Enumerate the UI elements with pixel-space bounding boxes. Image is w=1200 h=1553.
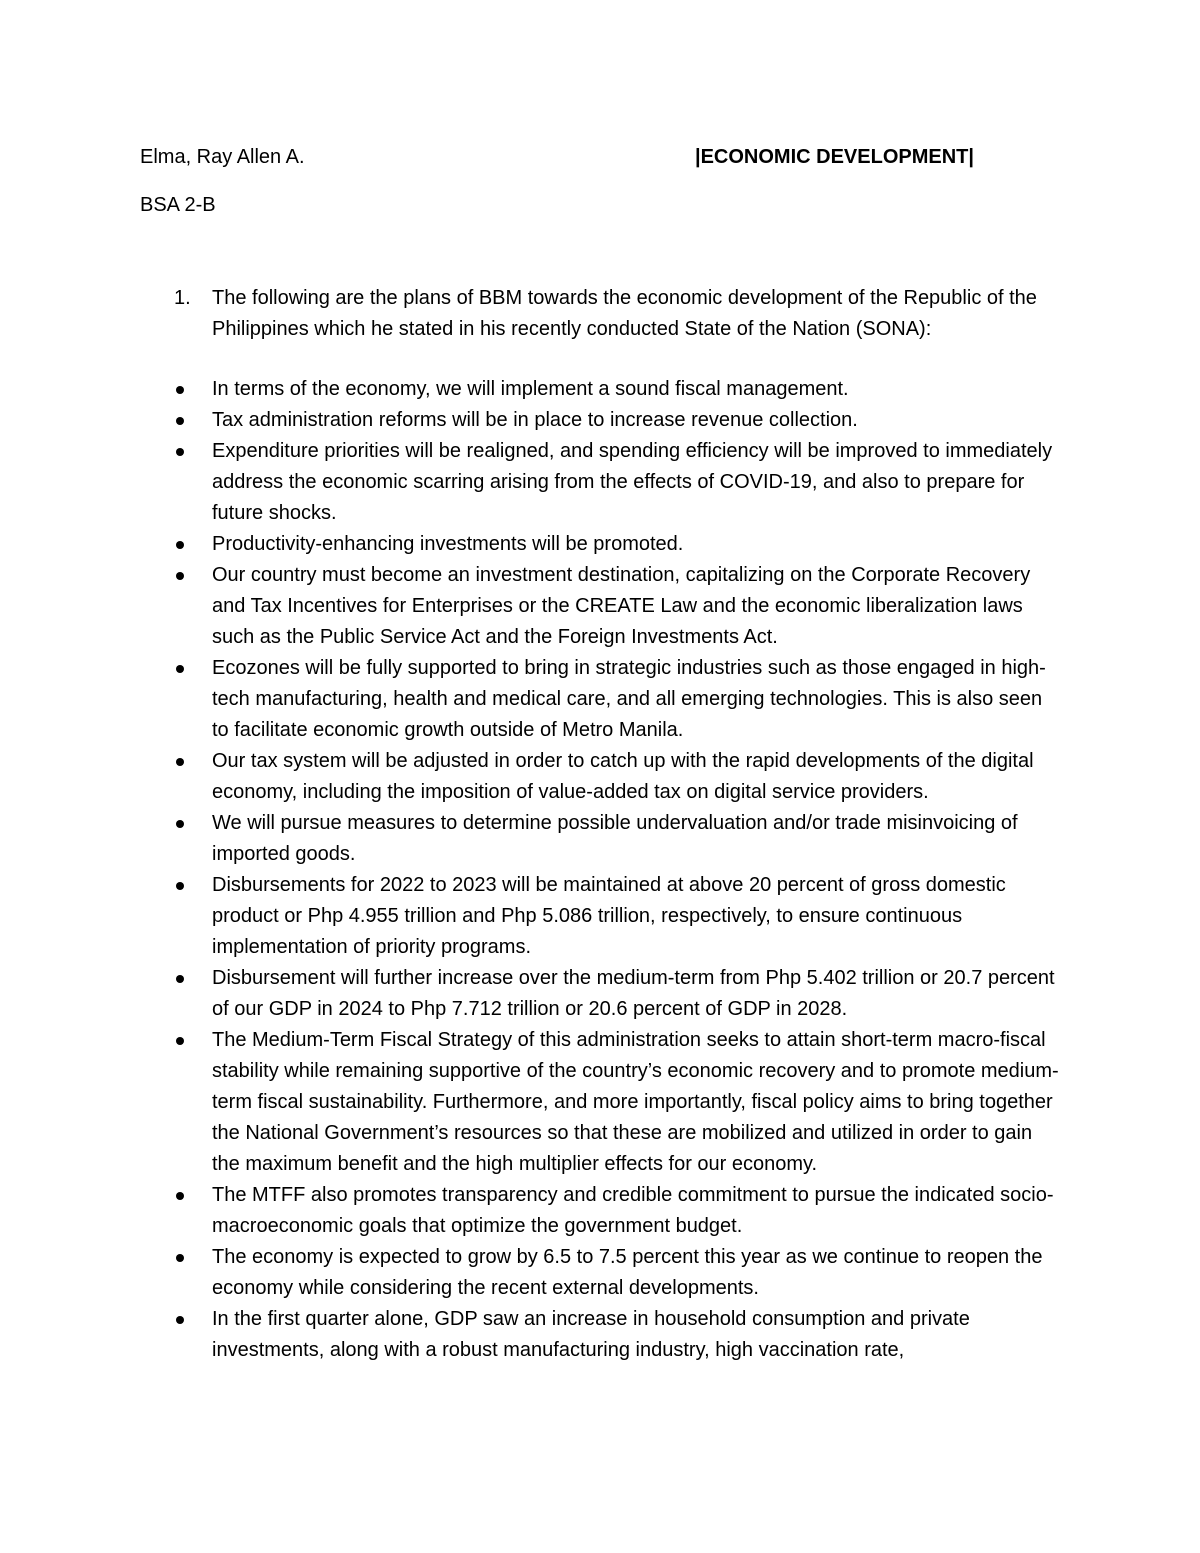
list-item (174, 963, 1064, 1025)
list-item-text: Productivity-enhancing investments will be promoted. (212, 533, 684, 555)
bullet-icon (176, 758, 184, 766)
section-label: BSA 2-B (140, 194, 216, 216)
bullet-icon (176, 665, 184, 673)
list-item-text: In terms of the economy, we will implement a sound fiscal management. (212, 378, 849, 400)
list-item-text: The Medium-Term Fiscal Strategy of this administration seeks to attain short-term macro-fiscal stability while remaining supportive of the country’s economic recovery and to promote medium-term fiscal sustainability. Furthermore, and more importantly, fiscal policy aims to bring together the National Government’s resources so that these are mobilized and utilized in order to gain the maximum benefit and the high multiplier effects for our economy. (212, 1029, 1059, 1175)
list-item-text: Expenditure priorities will be realigned, and spending efficiency will be improved to immediately address the economic scarring arising from the effects of COVID-19, and also to prepare for future shocks. (212, 440, 1053, 524)
list-item (174, 746, 1064, 808)
list-item (174, 1180, 1064, 1242)
bullet-icon (176, 572, 184, 580)
bullet-icon (176, 448, 184, 456)
list-item-text: Disbursement will further increase over the medium-term from Php 5.402 trillion or 20.7 percent of our GDP in 2024 to Php 7.712 trillion or 20.6 percent of GDP in 2028. (212, 967, 1055, 1020)
list-item-text: Our country must become an investment destination, capitalizing on the Corporate Recovery and Tax Incentives for Enterprises or the CREATE Law and the economic liberalization laws such as the Public Service Act and the Foreign Investments Act. (212, 564, 1031, 648)
question-text: The following are the plans of BBM towards the economic development of the Republic of the Philippines which he stated in his recently conducted State of the Nation (SONA): (212, 287, 1037, 340)
question-number: 1. (174, 287, 191, 309)
author-name: Elma, Ray Allen A. (140, 146, 305, 168)
subject-title: |ECONOMIC DEVELOPMENT| (695, 146, 974, 168)
bullet-icon (176, 1192, 184, 1200)
list-item (174, 1242, 1064, 1304)
list-item-text: Ecozones will be fully supported to bring in strategic industries such as those engaged in high-tech manufacturing, health and medical care, and all emerging technologies. This is also seen to facilitate economic growth outside of Metro Manila. (212, 657, 1046, 741)
question-item (174, 283, 1064, 345)
list-item (174, 1304, 1064, 1366)
bullet-icon (176, 975, 184, 983)
list-item (174, 436, 1064, 529)
list-item (174, 653, 1064, 746)
list-item (174, 870, 1064, 963)
bullet-icon (176, 1254, 184, 1262)
plan-bullet-list (174, 374, 1064, 1366)
list-item-text: The MTFF also promotes transparency and credible commitment to pursue the indicated socio-macroeconomic goals that optimize the government budget. (212, 1184, 1054, 1237)
list-item (174, 405, 1064, 436)
list-item-text: In the first quarter alone, GDP saw an increase in household consumption and private investments, along with a robust manufacturing industry, high vaccination rate, (212, 1308, 970, 1361)
bullet-icon (176, 1037, 184, 1045)
list-item-text: Tax administration reforms will be in place to increase revenue collection. (212, 409, 858, 431)
list-item-text: Our tax system will be adjusted in order to catch up with the rapid developments of the digital economy, including the imposition of value-added tax on digital service providers. (212, 750, 1034, 803)
list-item (174, 560, 1064, 653)
list-item-text: We will pursue measures to determine possible undervaluation and/or trade misinvoicing of imported goods. (212, 812, 1018, 865)
bullet-icon (176, 541, 184, 549)
bullet-icon (176, 417, 184, 425)
bullet-icon (176, 386, 184, 394)
list-item (174, 374, 1064, 405)
bullet-icon (176, 820, 184, 828)
list-item (174, 529, 1064, 560)
list-item-text: Disbursements for 2022 to 2023 will be maintained at above 20 percent of gross domestic product or Php 4.955 trillion and Php 5.086 trillion, respectively, to ensure continuous implementation of priority programs. (212, 874, 1006, 958)
list-item-text: The economy is expected to grow by 6.5 to 7.5 percent this year as we continue to reopen the economy while considering the recent external developments. (212, 1246, 1043, 1299)
bullet-icon (176, 882, 184, 890)
list-item (174, 808, 1064, 870)
list-item (174, 1025, 1064, 1180)
bullet-icon (176, 1316, 184, 1324)
